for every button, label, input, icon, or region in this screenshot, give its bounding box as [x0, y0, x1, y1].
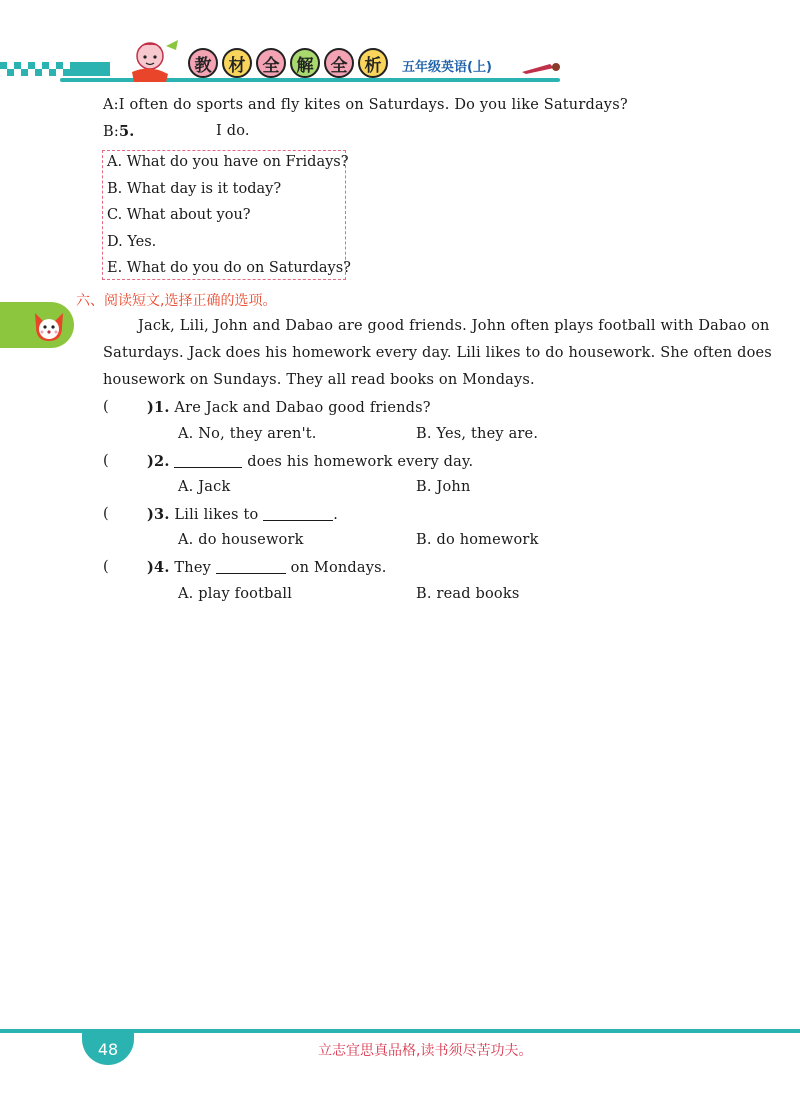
- q4-pre: They: [174, 560, 212, 576]
- passage-line-3: housework on Sundays. They all read books on Mondays.: [103, 372, 535, 388]
- question-number: 5.: [118, 123, 135, 140]
- fox-mascot-icon: [30, 307, 68, 345]
- q4-line: [147, 559, 387, 576]
- speaker-b: B:: [103, 124, 119, 140]
- mascot-icon: [122, 36, 184, 82]
- answer-paren[interactable]: (: [103, 506, 109, 522]
- q3-option-b: B. do homework: [416, 532, 539, 548]
- dialogue-line-b: [103, 123, 135, 140]
- q1-option-a: A. No, they aren't.: [178, 426, 317, 442]
- q2-text: does his homework every day.: [247, 454, 474, 470]
- dialogue-b-text: I do.: [216, 123, 250, 139]
- option-d: D. Yes.: [107, 234, 157, 250]
- option-a: A. What do you have on Fridays?: [107, 154, 349, 170]
- q4-text: on Mondays.: [290, 560, 387, 576]
- title-char: 析: [358, 48, 388, 78]
- passage-line-1: Jack, Lili, John and Dabao are good friends. John often plays football with Dabao on: [138, 318, 770, 334]
- q2-line: [147, 453, 473, 470]
- pen-icon: [520, 58, 562, 76]
- passage-line-2: Saturdays. Jack does his homework every day. Lili likes to do housework. She often does: [103, 345, 772, 361]
- q1-line: [147, 399, 431, 416]
- answer-paren[interactable]: (: [103, 559, 109, 575]
- option-c: C. What about you?: [107, 207, 251, 223]
- q3-text: Lili likes to: [174, 507, 259, 523]
- q4-blank[interactable]: [216, 559, 286, 574]
- title-char: 解: [290, 48, 320, 78]
- answer-paren[interactable]: (: [103, 399, 109, 415]
- q3-end: .: [333, 507, 339, 523]
- q2-number: )2.: [147, 453, 170, 470]
- option-e: E. What do you do on Saturdays?: [107, 260, 351, 276]
- title-char: 全: [324, 48, 354, 78]
- title-char: 全: [256, 48, 286, 78]
- title-circles: [188, 48, 388, 78]
- footer-motto: 立志宜思真品格,读书须尽苦功夫。: [318, 1043, 533, 1059]
- q3-option-a: A. do housework: [178, 532, 304, 548]
- section-title: 六、阅读短文,选择正确的选项。: [76, 293, 277, 309]
- q2-option-a: A. Jack: [178, 479, 231, 495]
- title-char: 材: [222, 48, 252, 78]
- q2-option-b: B. John: [416, 479, 471, 495]
- q1-text: Are Jack and Dabao good friends?: [174, 400, 431, 416]
- dialogue-line-a: A:I often do sports and fly kites on Saturdays. Do you like Saturdays?: [103, 97, 628, 113]
- q3-number: )3.: [147, 506, 170, 523]
- answer-paren[interactable]: (: [103, 453, 109, 469]
- q4-option-a: A. play football: [178, 586, 293, 602]
- checker-decoration: [0, 62, 110, 76]
- page-number: 48: [82, 1033, 134, 1065]
- grade-label: 五年级英语(上): [402, 60, 492, 75]
- q2-blank[interactable]: [174, 453, 242, 468]
- q4-option-b: B. read books: [416, 586, 520, 602]
- q1-number: )1.: [147, 399, 170, 416]
- q3-line: [147, 506, 338, 523]
- answer-blank[interactable]: [148, 124, 204, 138]
- q1-option-b: B. Yes, they are.: [416, 426, 539, 442]
- q4-number: )4.: [147, 559, 170, 576]
- options-box: [102, 150, 351, 280]
- option-b: B. What day is it today?: [107, 181, 282, 197]
- title-char: 教: [188, 48, 218, 78]
- q3-blank[interactable]: [263, 506, 333, 521]
